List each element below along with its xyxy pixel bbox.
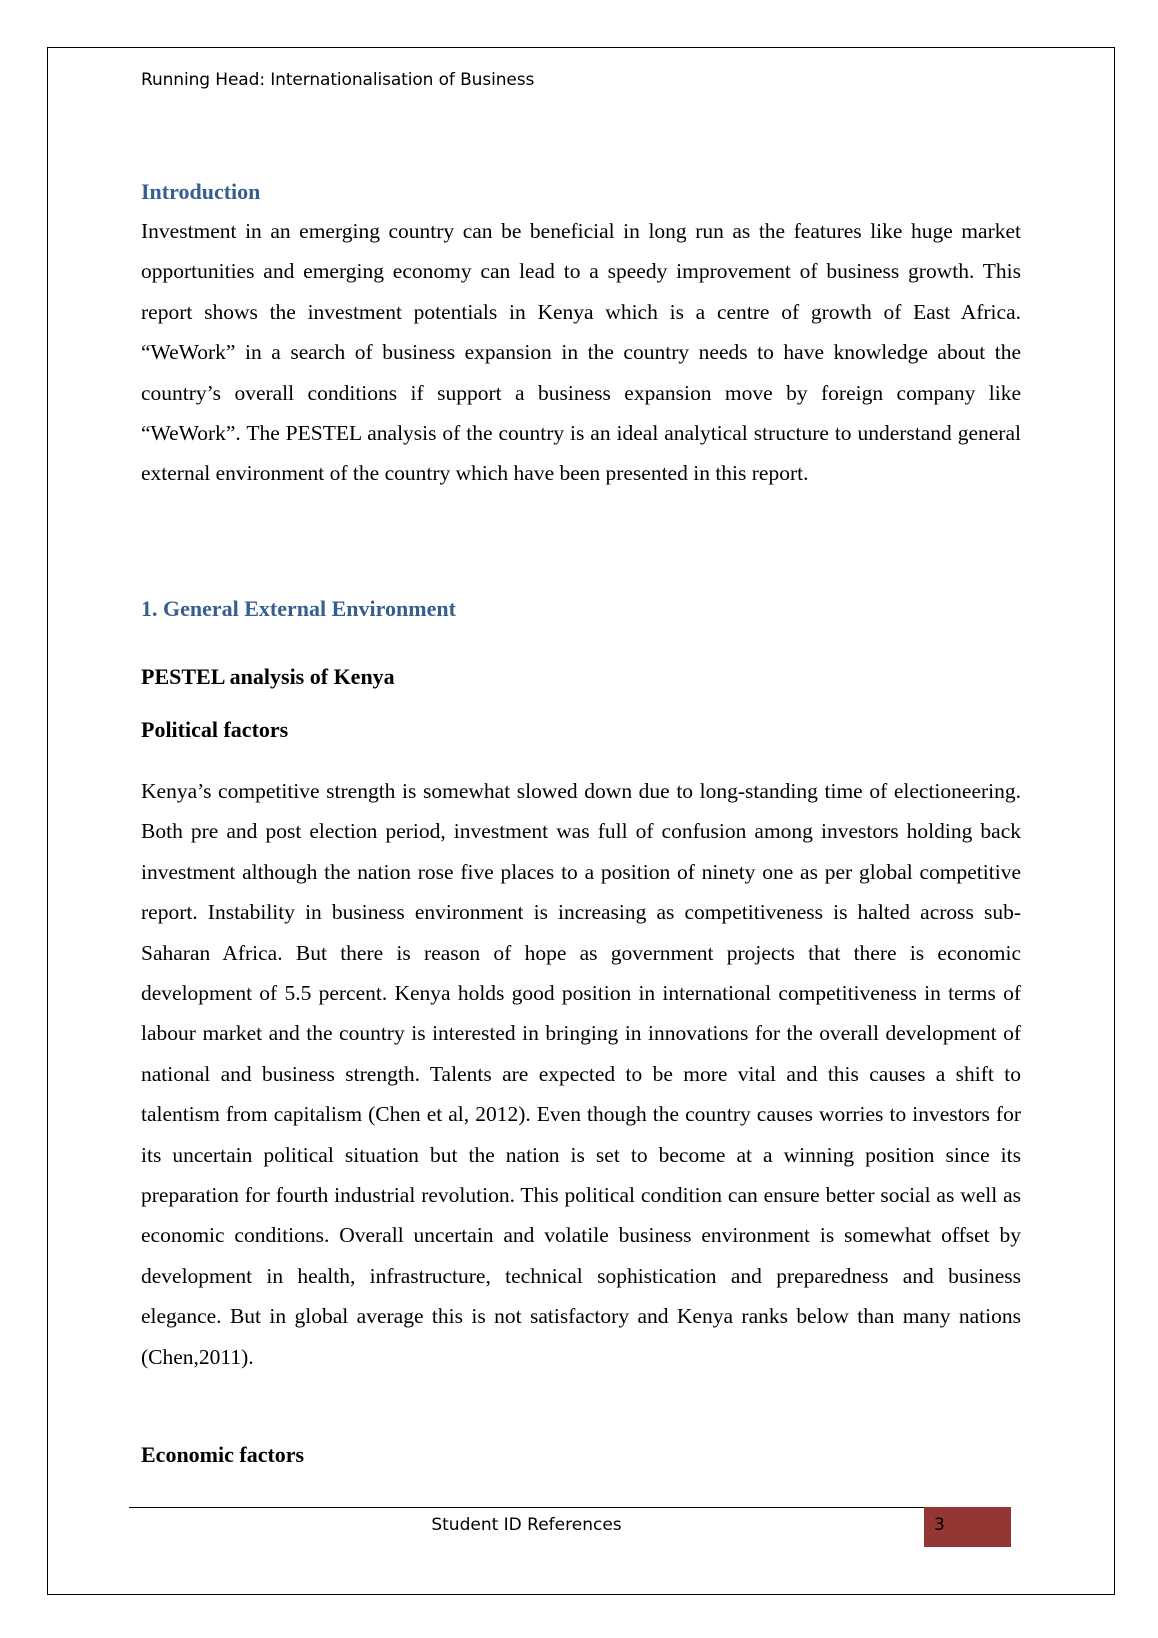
footer-text: Student ID References [431,1515,622,1535]
running-head: Running Head: Internationalisation of Business [141,70,535,90]
footer-divider [129,1507,924,1508]
introduction-paragraph: Investment in an emerging country can be beneficial in long run as the features like huge market opportunities and emerging economy can lead to a speedy improvement of business growth. This report shows the investment potentials in Kenya which is a centre of growth of East Africa. “WeWork” in a search of business expansion in the country needs to have knowledge about the country’s overall conditions if support a business expansion move by foreign company like “WeWork”. The PESTEL analysis of the country is an ideal analytical structure to understand general external environment of the country which have been presented in this report. [141,219,1021,486]
pestel-subheading: PESTEL analysis of Kenya [141,664,395,689]
page-number: 3 [924,1507,1011,1547]
section-1-heading: 1. General External Environment [141,596,456,621]
political-factors-paragraph: Kenya’s competitive strength is somewhat slowed down due to long-standing time of electioneering. Both pre and post election period, investment was full of confusion among investors holding back investment although the nation rose five places to a position of ninety one as per global competitive report. Instability in business environment is increasing as competitiveness is halted across sub- Saharan Africa. But there is reason of hope as government projects that there is economic development of 5.5 percent. Kenya holds good position in international competitiveness in terms of labour market and the country is interested in bringing in innovations for the overall development of national and business strength. Talents are expected to be more vital and this causes a shift to talentism from capitalism (Chen et al, 2012). Even though the country causes worries to investors for its uncertain political situation but the nation is set to become at a winning position since its preparation for fourth industrial revolution. This political condition can ensure better social as well as economic conditions. Overall uncertain and volatile business environment is somewhat offset by development in health, infrastructure, technical sophistication and preparedness and business elegance. But in global average this is not satisfactory and Kenya ranks below than many nations (Chen,2011). [141,779,1021,1369]
political-factors-heading: Political factors [141,717,289,742]
introduction-heading: Introduction [141,179,261,204]
economic-factors-heading: Economic factors [141,1442,305,1467]
